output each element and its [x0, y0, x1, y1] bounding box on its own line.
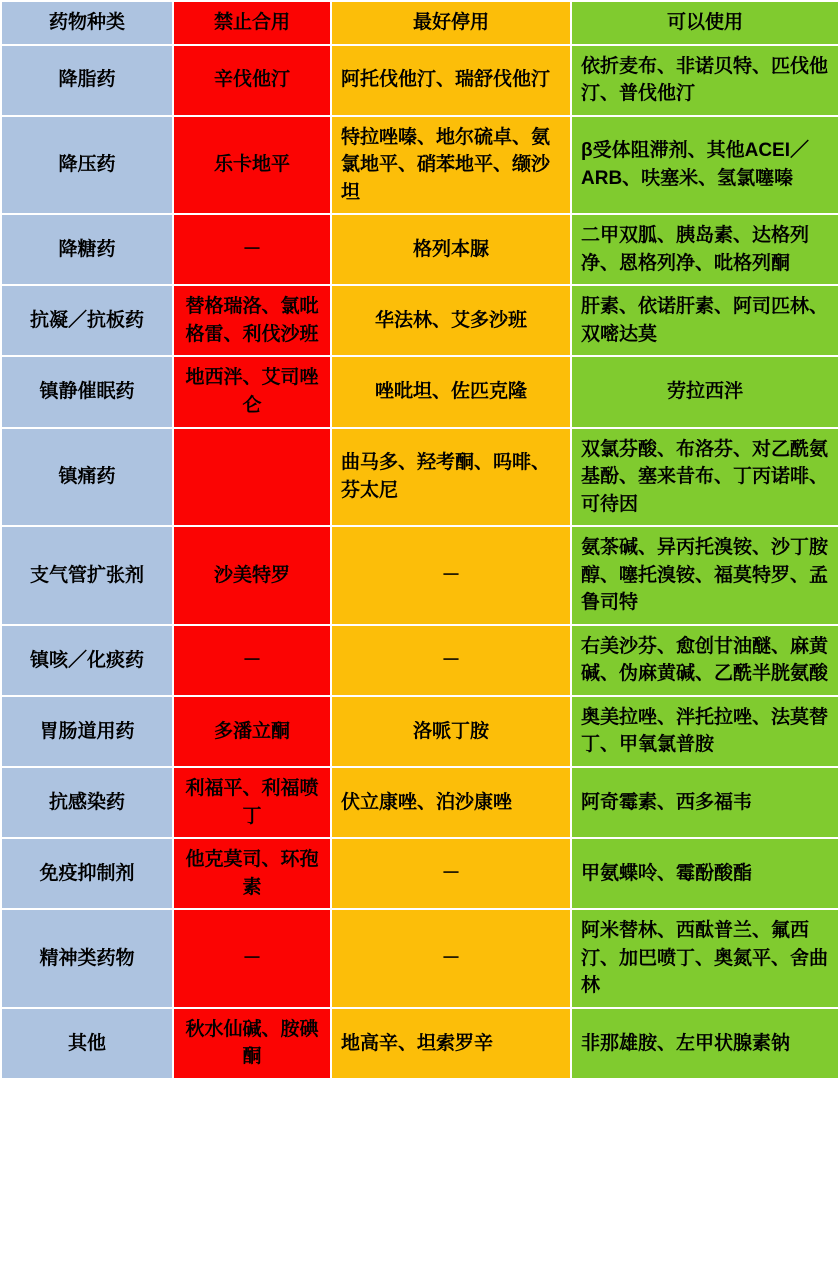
cell-better-stop: 格列本脲 [331, 214, 571, 285]
header-allowed: 可以使用 [571, 1, 838, 45]
cell-allowed: 依折麦布、非诺贝特、匹伐他汀、普伐他汀 [571, 45, 838, 116]
cell-allowed: 阿奇霉素、西多福韦 [571, 767, 838, 838]
cell-drug-category: 镇痛药 [1, 428, 173, 527]
table-body [1, 45, 838, 1079]
cell-forbidden: － [173, 214, 331, 285]
cell-drug-category: 抗凝／抗板药 [1, 285, 173, 356]
cell-better-stop: 曲马多、羟考酮、吗啡、芬太尼 [331, 428, 571, 527]
cell-forbidden: 秋水仙碱、胺碘酮 [173, 1008, 331, 1079]
cell-allowed: β受体阻滞剂、其他ACEI／ARB、呋塞米、氢氯噻嗪 [571, 116, 838, 215]
cell-drug-category: 支气管扩张剂 [1, 526, 173, 625]
table-row [1, 909, 838, 1008]
table-row [1, 1008, 838, 1079]
cell-better-stop: 伏立康唑、泊沙康唑 [331, 767, 571, 838]
cell-better-stop: 唑吡坦、佐匹克隆 [331, 356, 571, 427]
cell-better-stop: 阿托伐他汀、瑞舒伐他汀 [331, 45, 571, 116]
cell-forbidden: 他克莫司、环孢素 [173, 838, 331, 909]
cell-allowed: 右美沙芬、愈创甘油醚、麻黄碱、伪麻黄碱、乙酰半胱氨酸 [571, 625, 838, 696]
cell-drug-category: 降脂药 [1, 45, 173, 116]
cell-drug-category: 免疫抑制剂 [1, 838, 173, 909]
cell-drug-category: 抗感染药 [1, 767, 173, 838]
cell-allowed: 肝素、依诺肝素、阿司匹林、双嘧达莫 [571, 285, 838, 356]
table-row [1, 45, 838, 116]
cell-drug-category: 镇静催眠药 [1, 356, 173, 427]
cell-better-stop: 地高辛、坦索罗辛 [331, 1008, 571, 1079]
table-row [1, 116, 838, 215]
cell-allowed: 氨茶碱、异丙托溴铵、沙丁胺醇、噻托溴铵、福莫特罗、孟鲁司特 [571, 526, 838, 625]
cell-drug-category: 降压药 [1, 116, 173, 215]
cell-allowed: 二甲双胍、胰岛素、达格列净、恩格列净、吡格列酮 [571, 214, 838, 285]
table-row [1, 214, 838, 285]
table-row [1, 526, 838, 625]
cell-forbidden: 地西泮、艾司唑仑 [173, 356, 331, 427]
cell-forbidden: 多潘立酮 [173, 696, 331, 767]
cell-allowed: 劳拉西泮 [571, 356, 838, 427]
cell-forbidden: － [173, 909, 331, 1008]
cell-forbidden: 辛伐他汀 [173, 45, 331, 116]
cell-drug-category: 镇咳／化痰药 [1, 625, 173, 696]
cell-drug-category: 精神类药物 [1, 909, 173, 1008]
table-header [1, 1, 838, 45]
table-header-row [1, 1, 838, 45]
cell-better-stop: － [331, 526, 571, 625]
cell-forbidden: － [173, 625, 331, 696]
cell-better-stop: 洛哌丁胺 [331, 696, 571, 767]
cell-better-stop: － [331, 838, 571, 909]
cell-forbidden: 利福平、利福喷丁 [173, 767, 331, 838]
table-row [1, 696, 838, 767]
table-row [1, 625, 838, 696]
table-row [1, 285, 838, 356]
cell-better-stop: － [331, 625, 571, 696]
cell-allowed: 奥美拉唑、泮托拉唑、法莫替丁、甲氧氯普胺 [571, 696, 838, 767]
cell-better-stop: － [331, 909, 571, 1008]
table-row [1, 356, 838, 427]
cell-allowed: 非那雄胺、左甲状腺素钠 [571, 1008, 838, 1079]
cell-forbidden [173, 428, 331, 527]
header-drug-category: 药物种类 [1, 1, 173, 45]
cell-drug-category: 其他 [1, 1008, 173, 1079]
table-row [1, 838, 838, 909]
cell-forbidden: 沙美特罗 [173, 526, 331, 625]
header-forbidden: 禁止合用 [173, 1, 331, 45]
table-row [1, 767, 838, 838]
cell-allowed: 双氯芬酸、布洛芬、对乙酰氨基酚、塞来昔布、丁丙诺啡、可待因 [571, 428, 838, 527]
cell-better-stop: 华法林、艾多沙班 [331, 285, 571, 356]
table-row [1, 428, 838, 527]
header-better-stop: 最好停用 [331, 1, 571, 45]
cell-forbidden: 乐卡地平 [173, 116, 331, 215]
cell-forbidden: 替格瑞洛、氯吡格雷、利伐沙班 [173, 285, 331, 356]
cell-better-stop: 特拉唑嗪、地尔硫卓、氨氯地平、硝苯地平、缬沙坦 [331, 116, 571, 215]
cell-drug-category: 胃肠道用药 [1, 696, 173, 767]
cell-drug-category: 降糖药 [1, 214, 173, 285]
cell-allowed: 阿米替林、西酞普兰、氟西汀、加巴喷丁、奥氮平、舍曲林 [571, 909, 838, 1008]
cell-allowed: 甲氨蝶呤、霉酚酸酯 [571, 838, 838, 909]
